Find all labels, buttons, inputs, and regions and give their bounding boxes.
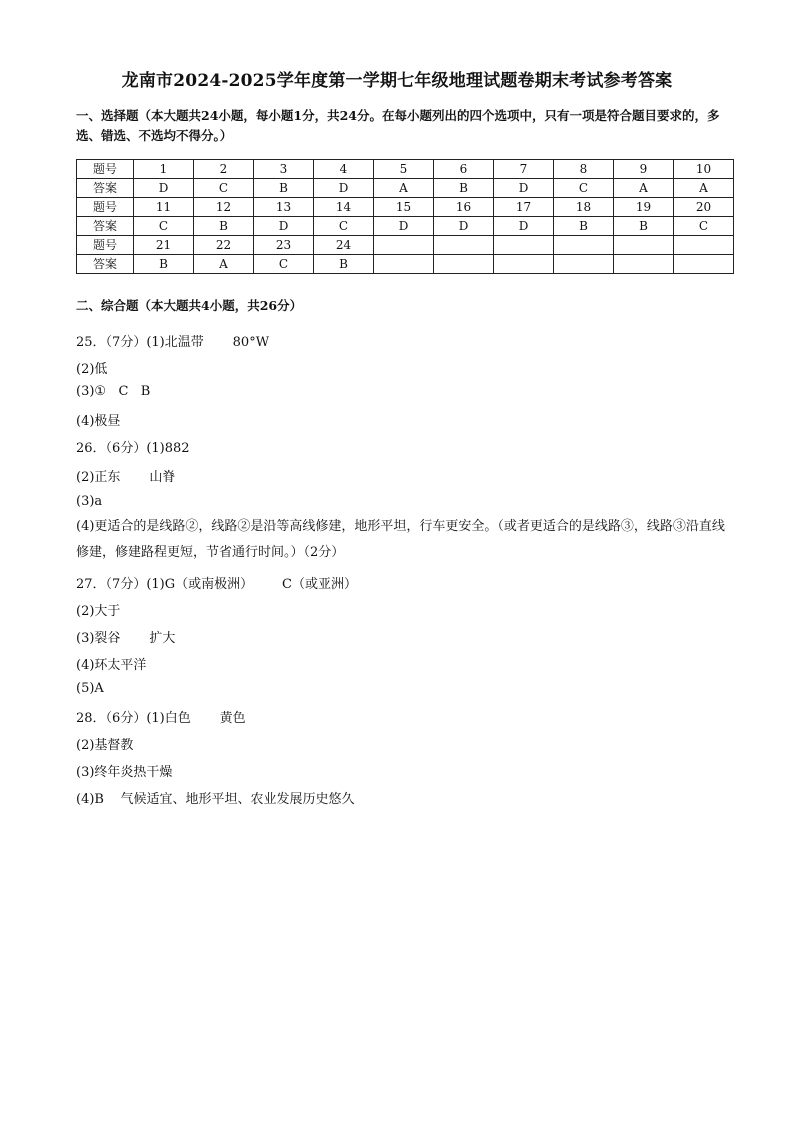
table-cell: A — [674, 179, 734, 198]
table-cell: D — [314, 179, 374, 198]
table-cell: B — [254, 179, 314, 198]
q27-line-3: (3)裂谷 扩大 — [76, 631, 176, 646]
table-cell: 19 — [614, 198, 674, 217]
table-cell: C — [554, 179, 614, 198]
table-cell: D — [374, 217, 434, 236]
q28-line-2: (2)基督教 — [76, 738, 134, 753]
row-label: 答案 — [77, 179, 134, 198]
table-cell: C — [134, 217, 194, 236]
table-cell: C — [314, 217, 374, 236]
table-cell: C — [254, 255, 314, 274]
table-cell — [554, 255, 614, 274]
row-label: 题号 — [77, 160, 134, 179]
section-2-heading: 二、综合题（本大题共4小题，共26分） — [76, 298, 303, 313]
q25-line-4: (4)极昼 — [76, 414, 121, 429]
table-cell — [374, 255, 434, 274]
table-cell: 2 — [194, 160, 254, 179]
q27-line-1: 27．（7分）(1)G（或南极洲） C（或亚洲） — [76, 577, 357, 592]
q25-line-2: (2)低 — [76, 362, 108, 377]
row-label: 题号 — [77, 198, 134, 217]
table-cell — [434, 255, 494, 274]
q26-line-3: (3)a — [76, 494, 103, 509]
table-row — [77, 255, 734, 274]
table-row — [77, 217, 734, 236]
section-1-heading: 一、选择题（本大题共24小题，每小题1分，共24分。在每小题列出的四个选项中，只有一项是符合题目要求的，多选、错选、不选均不得分。） — [76, 108, 720, 143]
table-cell — [614, 236, 674, 255]
q28-line-1: 28．（6分）(1)白色 黄色 — [76, 711, 246, 726]
table-cell: 22 — [194, 236, 254, 255]
q26-line-2: (2)正东 山脊 — [76, 470, 176, 485]
table-cell: 17 — [494, 198, 554, 217]
q28-line-3: (3)终年炎热干燥 — [76, 765, 173, 780]
table-row — [77, 236, 734, 255]
table-cell: 8 — [554, 160, 614, 179]
table-cell: 3 — [254, 160, 314, 179]
table-cell: 10 — [674, 160, 734, 179]
table-cell: 18 — [554, 198, 614, 217]
table-cell: D — [494, 217, 554, 236]
table-cell: 1 — [134, 160, 194, 179]
table-cell: B — [554, 217, 614, 236]
table-cell: 16 — [434, 198, 494, 217]
table-cell: 12 — [194, 198, 254, 217]
row-label: 答案 — [77, 217, 134, 236]
table-row — [77, 160, 734, 179]
table-cell: 7 — [494, 160, 554, 179]
table-cell: D — [254, 217, 314, 236]
q27-line-4: (4)环太平洋 — [76, 658, 147, 673]
table-cell: 21 — [134, 236, 194, 255]
table-cell: 11 — [134, 198, 194, 217]
table-cell: D — [434, 217, 494, 236]
table-cell — [554, 236, 614, 255]
q25-line-3: (3)① C B — [76, 384, 151, 399]
table-cell: 20 — [674, 198, 734, 217]
q28-line-4: (4)B 气候适宜、地形平坦、农业发展历史悠久 — [76, 792, 355, 807]
table-cell: 14 — [314, 198, 374, 217]
table-cell: 13 — [254, 198, 314, 217]
answer-table — [76, 159, 734, 274]
table-cell: B — [434, 179, 494, 198]
table-cell: D — [134, 179, 194, 198]
table-cell: B — [134, 255, 194, 274]
q26-line-4: (4)更适合的是线路②，线路②是沿等高线修建，地形平坦，行车更安全。（或者更适合的是线路③，线路③沿直线修建，修建路程更短，节省通行时间。）（2分） — [76, 519, 725, 560]
table-cell: 15 — [374, 198, 434, 217]
document-title: 龙南市2024-2025学年度第一学期七年级地理试题卷期末考试参考答案 — [121, 71, 673, 91]
table-cell: C — [194, 179, 254, 198]
table-row — [77, 198, 734, 217]
row-label: 答案 — [77, 255, 134, 274]
q26-line-1: 26．（6分）(1)882 — [76, 441, 190, 456]
table-cell: A — [614, 179, 674, 198]
table-cell — [434, 236, 494, 255]
table-cell: 6 — [434, 160, 494, 179]
table-cell: D — [494, 179, 554, 198]
table-cell: 5 — [374, 160, 434, 179]
table-cell: B — [314, 255, 374, 274]
table-cell: 23 — [254, 236, 314, 255]
table-cell: 4 — [314, 160, 374, 179]
table-cell: A — [374, 179, 434, 198]
answer-table-body — [77, 160, 734, 274]
table-row — [77, 179, 734, 198]
table-cell — [674, 236, 734, 255]
table-cell: 24 — [314, 236, 374, 255]
q27-line-2: (2)大于 — [76, 604, 121, 619]
table-cell: B — [194, 217, 254, 236]
q25-line-1: 25．（7分）(1)北温带 80°W — [76, 335, 270, 350]
table-cell — [374, 236, 434, 255]
table-cell: C — [674, 217, 734, 236]
table-cell: A — [194, 255, 254, 274]
table-cell — [614, 255, 674, 274]
table-cell — [494, 236, 554, 255]
table-cell — [494, 255, 554, 274]
table-cell: 9 — [614, 160, 674, 179]
table-cell: B — [614, 217, 674, 236]
table-cell — [674, 255, 734, 274]
row-label: 题号 — [77, 236, 134, 255]
q27-line-5: (5)A — [76, 681, 104, 696]
